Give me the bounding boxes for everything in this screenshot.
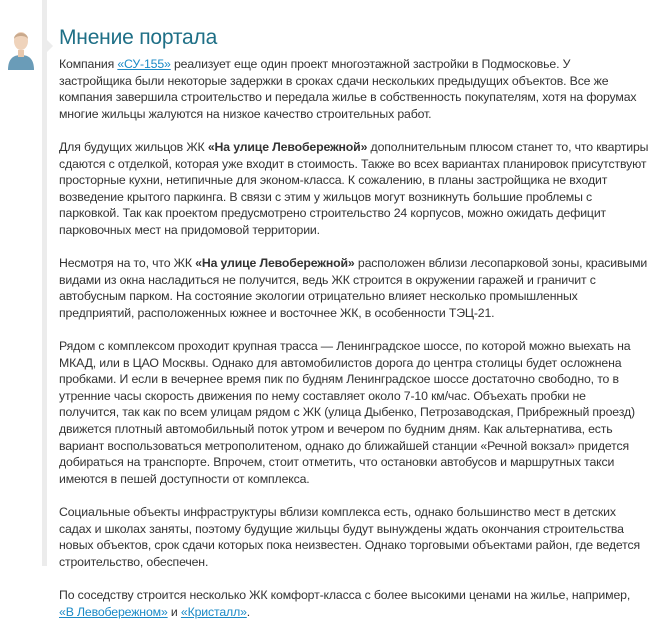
text-line	[59, 255, 669, 272]
text-segment: .	[246, 604, 251, 619]
text-line	[59, 73, 669, 90]
text-segment: движется плотный автомобильный поток утром и вечером по будним дням. Как альтернатива, есть	[59, 422, 613, 437]
text-line	[59, 554, 669, 571]
complex-name-bold: «На улице Левобережной»	[207, 139, 368, 154]
text-line	[59, 272, 669, 289]
text-segment: По соседству строится несколько ЖК комфорт-класса с более высокими ценами на жилье, например,	[59, 588, 631, 602]
text-line	[59, 305, 669, 322]
text-line	[59, 604, 669, 621]
text-segment: возведение крытого паркинга. В связи с этим у жильцов могут возникнуть большие проблемы с	[59, 189, 593, 204]
text-segment: реализует еще один проект многоэтажной застройки в Подмосковье. У	[170, 57, 571, 71]
text-segment: и	[167, 604, 181, 619]
text-segment: многие жильцы жалуются на низкое качество строительных работ.	[59, 106, 432, 121]
text-line	[59, 521, 669, 538]
text-line	[59, 454, 669, 471]
text-line	[59, 404, 669, 421]
text-segment: видами из окна насладиться не получится, ведь ЖК строится в окружении гаражей и граничит с	[59, 272, 596, 287]
text-segment: Несмотря на то, что ЖК	[59, 256, 196, 271]
text-line	[59, 139, 669, 156]
text-segment: компания завершила строительство и передала жилье в собственность покупателям, хотя на форумах	[59, 90, 637, 105]
text-segment: новых объектов, срок сдачи которых пока неизвестен. Однако торговыми объектами район, где ведется	[59, 538, 641, 553]
text-segment: предприятий, расположенных южнее и восточнее ЖК, в особенности ТЭЦ-21.	[59, 305, 495, 320]
article-body	[59, 56, 669, 637]
text-line	[59, 172, 669, 189]
text-segment: вариант воспользоваться метрополитеном, однако до ближайшей станции «Речной вокзал» придется	[59, 438, 629, 453]
complex-name-bold: «На улице Левобережной»	[195, 256, 355, 271]
text-line	[59, 537, 669, 554]
user-avatar-icon	[7, 26, 35, 70]
text-line	[59, 338, 669, 355]
bubble-pointer	[47, 40, 53, 52]
text-segment: Социальные объекты инфраструктуры вблизи комплекса есть, однако большинство мест в детских	[59, 505, 616, 520]
text-line	[59, 89, 669, 106]
text-line	[59, 222, 669, 239]
text-segment: застройщика были некоторые задержки в сроках сдачи нескольких предыдущих объектов. Все же	[59, 73, 609, 88]
section-title: Мнение портала	[59, 26, 218, 49]
paragraph	[59, 56, 669, 122]
text-line	[59, 205, 669, 222]
text-line	[59, 388, 669, 405]
text-line	[59, 288, 669, 305]
text-line	[59, 421, 669, 438]
inline-link[interactable]: «Кристалл»	[180, 604, 247, 619]
text-segment: пробками. И если в вечернее время пик по будням Ленинградское шоссе достаточно свободно, то в	[59, 372, 619, 387]
text-segment: дополнительным плюсом станет то, что квартиры	[367, 139, 649, 154]
text-segment: парковкой. Так как проектом предусмотрено строительство 24 корпусов, можно ожидать дефицит	[59, 206, 607, 221]
text-segment: строительство, обеспечен.	[59, 554, 209, 569]
text-line	[59, 471, 669, 488]
text-line	[59, 106, 669, 123]
text-segment: парковочных мест на придомовой территории.	[59, 222, 320, 237]
text-segment: получится, так как по всем улицам рядом с ЖК (улица Дыбенко, Петрозаводская, Прибрежный проезд)	[59, 405, 635, 420]
paragraph	[59, 504, 669, 570]
text-segment: расположен вблизи лесопарковой зоны, красивыми	[354, 256, 648, 271]
paragraph	[59, 139, 669, 239]
text-line	[59, 189, 669, 206]
text-segment: садах и школах заняты, поэтому будущие жильцы будут вынуждены ждать окончания строительства	[59, 521, 624, 536]
text-line	[59, 504, 669, 521]
text-line	[59, 355, 669, 372]
text-line	[59, 371, 669, 388]
text-segment: утренние часы скорость движения по нему составляет около 7-10 км/час. Объехать пробки не	[59, 388, 586, 403]
inline-link[interactable]: «СУ-155»	[117, 57, 171, 71]
text-line	[59, 587, 669, 604]
text-line	[59, 438, 669, 455]
paragraph	[59, 338, 669, 487]
text-segment: Рядом с комплексом проходит крупная трасса — Ленинградское шоссе, по которой можно выехать на	[59, 339, 631, 354]
text-segment: автобусным парком. На состояние экологии отрицательно влияет несколько промышленных	[59, 289, 578, 304]
text-segment: МКАД, или в ЦАО Москвы. Однако для автомобилистов дорога до центра столицы будет осложнена	[59, 355, 622, 370]
text-segment: Компания	[59, 57, 118, 71]
inline-link[interactable]: «В Левобережном»	[59, 604, 168, 619]
comment-bubble-border	[42, 0, 47, 566]
text-segment: сдаются с отделкой, которая уже входит в стоимость. Также во всех вариантах планировок присутствуют	[59, 156, 647, 171]
text-line	[59, 156, 669, 173]
text-segment: добираться на транспорте. Впрочем, стоит отметить, что остановки автобусов и маршрутных такси	[59, 455, 615, 470]
text-segment: имеются в пешей доступности от комплекса.	[59, 471, 310, 486]
text-line	[59, 56, 669, 73]
paragraph	[59, 587, 669, 620]
paragraph	[59, 255, 669, 321]
text-segment: просторные кухни, нетипичные для эконом-класса. К сожалению, в планы застройщика не входит	[59, 173, 608, 188]
text-segment: Для будущих жильцов ЖК	[59, 139, 208, 154]
